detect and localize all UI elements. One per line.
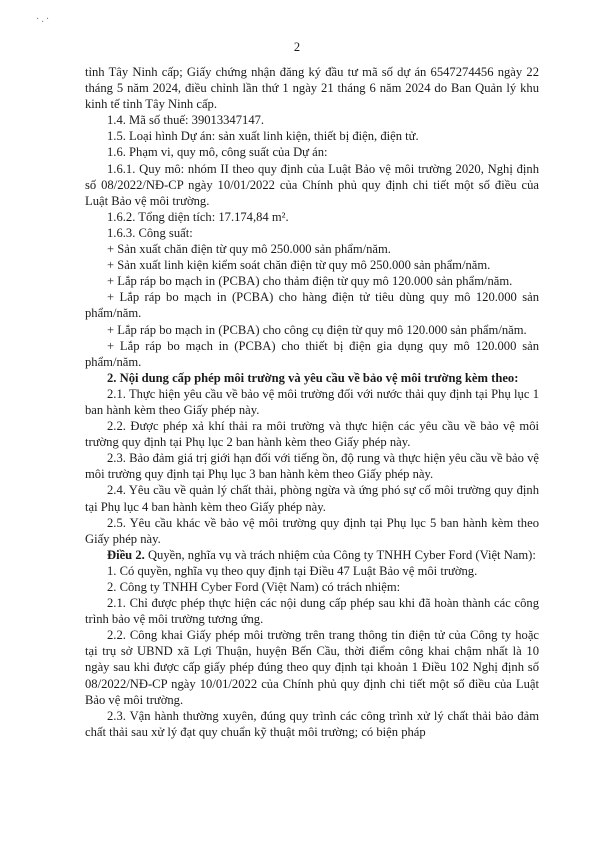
paragraph: 1. Có quyền, nghĩa vụ theo quy định tại Điều 47 Luật Bảo vệ môi trường. [107, 563, 478, 578]
list-item: + Lắp ráp bo mạch in (PCBA) cho hàng điện tử tiêu dùng quy mô 120.000 sản phẩm/năm. [85, 290, 539, 321]
paragraph: 2. Công ty TNHH Cyber Ford (Việt Nam) có trách nhiệm: [107, 580, 401, 594]
article-label: Điều 2. [107, 547, 145, 562]
article-title: Quyền, nghĩa vụ và trách nhiệm của Công ty TNHH Cyber Ford (Việt Nam): [147, 547, 536, 562]
scan-artifact: ·.· [36, 14, 52, 25]
paragraph: 1.4. Mã số thuế: 39013347147. [107, 113, 265, 128]
paragraph: 2.3. Vận hành thường xuyên, đúng quy trình các công trình xử lý chất thải bảo đảm chất thải sau xử lý đạt quy chuẩn kỹ thuật môi trường; có biện pháp [85, 708, 539, 739]
paragraph: 1.6.2. Tổng diện tích: 17.174,84 m². [107, 209, 289, 224]
paragraph: 2.3. Bảo đảm giá trị giới hạn đối với tiếng ồn, độ rung và thực hiện yêu cầu về bảo vệ môi trường quy định tại Phụ lục 3 ban hành kèm theo Giấy phép này. [85, 451, 539, 482]
paragraph: tỉnh Tây Ninh cấp; Giấy chứng nhận đăng ký đầu tư mã số dự án 6547274456 ngày 22 tháng 5 năm 2024, điều chỉnh lần thứ 1 ngày 21 tháng 6 năm 2024 do Ban Quản lý khu kinh tế tỉnh Tây Ninh cấp. [85, 65, 539, 112]
paragraph: 2.4. Yêu cầu về quản lý chất thải, phòng ngừa và ứng phó sự cố môi trường quy định tại Phụ lục 4 ban hành kèm theo Giấy phép này. [85, 483, 539, 514]
paragraph: 2.2. Được phép xả khí thải ra môi trường và thực hiện các yêu cầu về bảo vệ môi trường quy định tại Phụ lục 2 ban hành kèm theo Giấy phép này. [85, 419, 539, 450]
document-body [85, 64, 539, 740]
paragraph: 2.5. Yêu cầu khác về bảo vệ môi trường quy định tại Phụ lục 5 ban hành kèm theo Giấy phép này. [85, 515, 539, 546]
list-item: + Lắp ráp bo mạch in (PCBA) cho công cụ điện từ quy mô 120.000 sản phẩm/năm. [107, 322, 527, 337]
paragraph: 1.5. Loại hình Dự án: sản xuất linh kiện, thiết bị điện, điện tử. [107, 129, 419, 144]
paragraph: 1.6.1. Quy mô: nhóm II theo quy định của Luật Bảo vệ môi trường 2020, Nghị định số 08/2022/NĐ-CP ngày 10/01/2022 của Chính phủ quy định chi tiết một số điều của Luật Bảo vệ môi trường. [85, 161, 539, 208]
paragraph: 1.6. Phạm vi, quy mô, công suất của Dự án: [107, 145, 328, 160]
list-item: + Lắp ráp bo mạch in (PCBA) cho thiết bị điện gia dụng quy mô 120.000 sản phẩm/năm. [85, 338, 539, 369]
article-heading [85, 547, 539, 563]
paragraph: 2.2. Công khai Giấy phép môi trường trên trang thông tin điện tử của Công ty hoặc tại trụ sở UBND xã Lợi Thuận, huyện Bến Cầu, thời điểm công khai chậm nhất là 10 ngày sau khi được cấp giấy phép đúng theo quy định tại khoản 1 Điều 102 Nghị định số 08/2022/NĐ-CP ngày 10/01/2022 của Chính phủ quy định chi tiết một số điều của Luật Bảo vệ môi trường. [85, 628, 539, 707]
section-heading: 2. Nội dung cấp phép môi trường và yêu cầu về bảo vệ môi trường kèm theo: [107, 370, 519, 385]
list-item: + Lắp ráp bo mạch in (PCBA) cho thảm điện từ quy mô 120.000 sản phẩm/năm. [107, 274, 513, 289]
page-number: 2 [293, 40, 301, 54]
list-item: + Sản xuất linh kiện kiểm soát chăn điện từ quy mô 250.000 sản phẩm/năm. [107, 258, 491, 273]
paragraph: 2.1. Chỉ được phép thực hiện các nội dung cấp phép sau khi đã hoàn thành các công trình bảo vệ môi trường tương ứng. [85, 596, 539, 627]
paragraph: 2.1. Thực hiện yêu cầu về bảo vệ môi trường đối với nước thải quy định tại Phụ lục 1 ban hành kèm theo Giấy phép này. [85, 386, 539, 417]
list-item: + Sản xuất chăn điện từ quy mô 250.000 sản phẩm/năm. [107, 242, 391, 257]
paragraph: 1.6.3. Công suất: [107, 225, 193, 240]
